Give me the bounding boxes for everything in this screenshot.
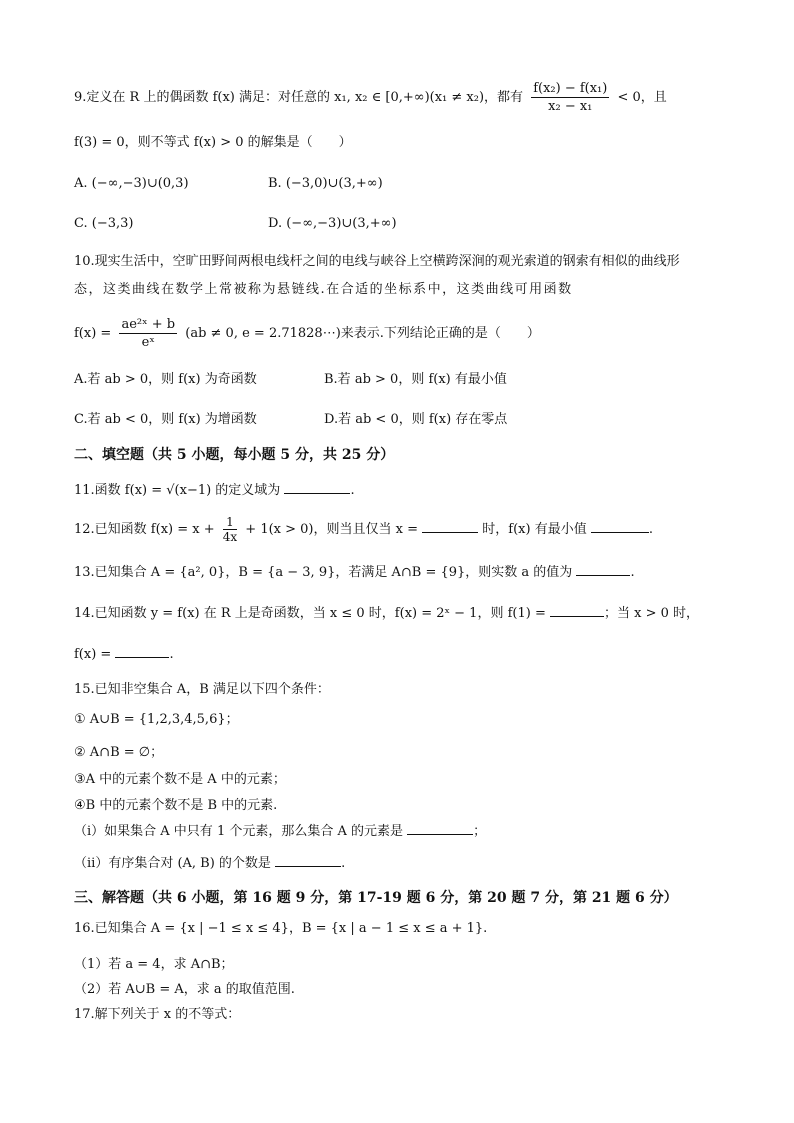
q16-stem: 16.已知集合 A = {x | −1 ≤ x ≤ 4}，B = {x | a − 1 ≤ x ≤ a + 1}. xyxy=(74,921,488,936)
q12-text-b: + 1(x > 0)，则当且仅当 x = xyxy=(245,522,418,537)
q9-frac-denominator: x₂ − x₁ xyxy=(548,99,593,114)
q10-line1: 10.现实生活中，空旷田野间两根电线杆之间的电线与峡谷上空横跨深涧的观光索道的钢索有相似的曲线形 xyxy=(74,254,680,269)
q9-stem-tail: < 0，且 xyxy=(617,90,667,105)
q9-frac-numerator: f(x₂) − f(x₁) xyxy=(533,81,608,96)
q12 xyxy=(74,515,653,544)
q9-line1 xyxy=(74,80,667,115)
q12-frac-denominator: 4x xyxy=(222,530,238,544)
q11-answer-blank[interactable] xyxy=(284,481,350,494)
q15-condition-2: ② A∩B = ∅； xyxy=(74,745,164,760)
q17-stem: 17.解下列关于 x 的不等式： xyxy=(74,1007,241,1022)
q15-part-1-text: （ⅰ）如果集合 A 中只有 1 个元素，那么集合 A 的元素是 xyxy=(74,824,403,839)
q11-text: 11.函数 f(x) = √(x−1) 的定义域为 xyxy=(74,483,281,498)
q12-fraction xyxy=(223,515,237,544)
q13-answer-blank[interactable] xyxy=(576,563,630,576)
q15-part-1-end: ； xyxy=(473,824,487,839)
q15-part-2-end: . xyxy=(341,856,346,871)
q15-part-2-blank[interactable] xyxy=(275,854,341,867)
q10-option-d: D.若 ab < 0，则 f(x) 存在零点 xyxy=(324,412,508,427)
q14-text-a: 14.已知函数 y = f(x) 在 R 上是奇函数，当 x ≤ 0 时，f(x) = 2ˣ − 1，则 f(1) = xyxy=(74,606,546,621)
q12-text-c: 时，f(x) 有最小值 xyxy=(482,522,587,537)
q10-option-b: B.若 ab > 0，则 f(x) 有最小值 xyxy=(324,372,507,387)
q16-part-1: （1）若 a = 4，求 A∩B； xyxy=(74,957,234,972)
q10-line2: 态，这类曲线在数学上常被称为悬链线.在合适的坐标系中，这类曲线可用函数 xyxy=(74,282,573,297)
q9-line2: f(3) = 0，则不等式 f(x) > 0 的解集是（ ） xyxy=(74,135,352,150)
q9-option-a: A. (−∞,−3)∪(0,3) xyxy=(74,176,189,191)
q12-text-a: 12.已知函数 f(x) = x + xyxy=(74,522,215,537)
section-solve-heading: 三、解答题（共 6 小题，第 16 题 9 分，第 17-19 题 6 分，第 20 题 7 分，第 21 题 6 分） xyxy=(74,890,678,906)
q13-period: . xyxy=(630,565,635,580)
q10-line3 xyxy=(74,316,540,351)
q9-option-c: C. (−3,3) xyxy=(74,216,134,231)
q15-intro: 15.已知非空集合 A，B 满足以下四个条件： xyxy=(74,682,330,697)
q14-line1 xyxy=(74,604,699,623)
q12-frac-numerator: 1 xyxy=(223,515,237,530)
q12-blank-min[interactable] xyxy=(591,520,649,533)
q13-text: 13.已知集合 A = {a², 0}，B = {a − 3, 9}，若满足 A∩B = {9}，则实数 a 的值为 xyxy=(74,565,573,580)
q15-part-2 xyxy=(74,854,345,873)
q13 xyxy=(74,563,635,582)
q14-line2 xyxy=(74,645,174,664)
q14-blank-fx[interactable] xyxy=(115,645,169,658)
q10-option-a: A.若 ab > 0，则 f(x) 为奇函数 xyxy=(74,372,257,387)
q16-part-2: （2）若 A∪B = A，求 a 的取值范围. xyxy=(74,982,295,997)
q12-blank-x[interactable] xyxy=(422,520,478,533)
q9-option-b: B. (−3,0)∪(3,+∞) xyxy=(268,176,383,191)
q10-frac-numerator: ae²ˣ + b xyxy=(121,317,176,332)
q15-condition-1: ① A∪B = {1,2,3,4,5,6}； xyxy=(74,712,239,727)
q10-line3-tail: (ab ≠ 0, e = 2.71828⋯)来表示.下列结论正确的是（ ） xyxy=(185,326,540,341)
q15-part-1 xyxy=(74,822,486,841)
q14-text-c: f(x) = xyxy=(74,647,112,662)
q15-condition-4: ④B 中的元素个数不是 B 中的元素. xyxy=(74,798,278,813)
q12-period: . xyxy=(648,522,653,537)
q10-frac-denominator: eˣ xyxy=(141,335,155,350)
section-fill-in-heading: 二、填空题（共 5 小题，每小题 5 分，共 25 分） xyxy=(74,447,395,463)
q11 xyxy=(74,481,355,500)
q14-blank-f1[interactable] xyxy=(550,604,604,617)
q9-stem-text: 9.定义在 R 上的偶函数 f(x) 满足：对任意的 x₁, x₂ ∈ [0,+∞)(x₁ ≠ x₂)，都有 xyxy=(74,90,524,105)
q14-period: . xyxy=(169,647,174,662)
q10-option-c: C.若 ab < 0，则 f(x) 为增函数 xyxy=(74,412,257,427)
q15-condition-3: ③A 中的元素个数不是 A 中的元素； xyxy=(74,772,286,787)
q9-fraction xyxy=(531,80,609,115)
q9-option-d: D. (−∞,−3)∪(3,+∞) xyxy=(268,216,397,231)
q15-part-1-blank[interactable] xyxy=(407,822,473,835)
q10-func-lhs: f(x) = xyxy=(74,326,112,341)
q10-fraction xyxy=(119,316,177,351)
q11-period: . xyxy=(350,483,355,498)
q15-part-2-text: （ⅱ）有序集合对 (A, B) 的个数是 xyxy=(74,856,271,871)
q14-text-b: ；当 x > 0 时， xyxy=(603,606,700,621)
